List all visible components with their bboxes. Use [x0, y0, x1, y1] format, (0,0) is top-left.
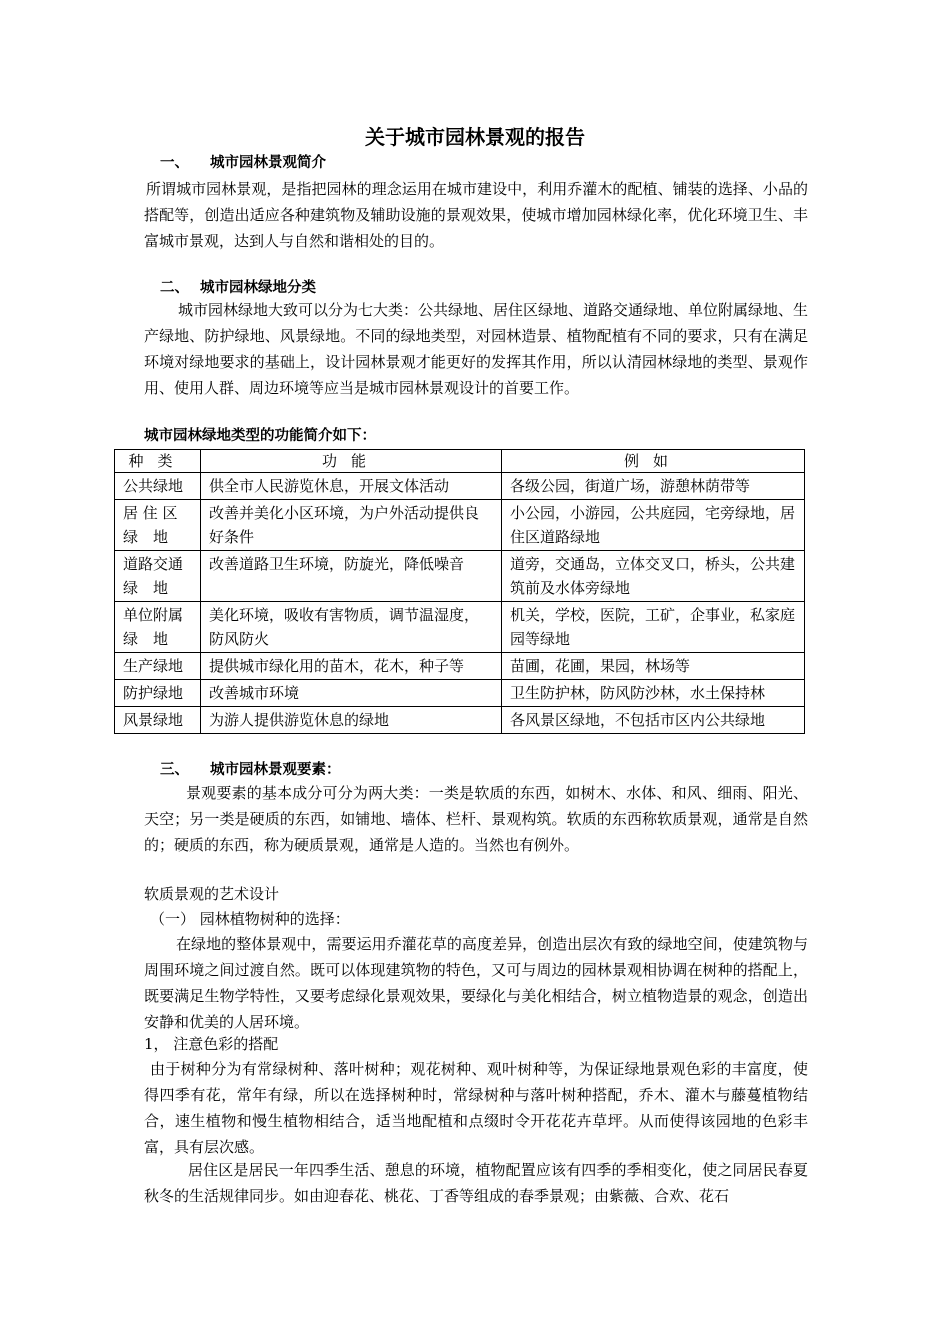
- table-cell-function: 为游人提供游览休息的绿地: [201, 707, 502, 734]
- table-cell-type: 生产绿地: [115, 653, 201, 680]
- soft-item-1: 1， 注意色彩的搭配: [144, 1035, 279, 1053]
- green-space-function-table: [114, 449, 805, 734]
- table-cell-examples: 卫生防护林，防风防沙林，水土保持林: [502, 680, 805, 707]
- soft-paragraph-3: 居住区是居民一年四季生活、憩息的环境，植物配置应该有四季的季相变化，使之同居民春夏秋冬的生活规律同步。如由迎春花、桃花、丁香等组成的春季景观；由紫薇、合欢、花石: [144, 1161, 808, 1205]
- section-2-number: 二、: [160, 280, 189, 296]
- table-cell-examples: 小公园，小游园，公共庭园，宅旁绿地，居住区道路绿地: [502, 500, 805, 551]
- section-1-heading: [160, 153, 326, 173]
- table-row: [115, 500, 805, 551]
- section-3-paragraph: 景观要素的基本成分可分为两大类：一类是软质的东西，如树木、水体、和风、细雨、阳光、天空；另一类是硬质的东西，如铺地、墙体、栏杆、景观构筑。软质的东西称软质景观，通常是自然的；硬质的东西，称为硬质景观，通常是人造的。当然也有例外。: [144, 784, 808, 854]
- table-row: [115, 707, 805, 734]
- table-cell-type: 防护绿地: [115, 680, 201, 707]
- table-header-type: 种类: [115, 450, 201, 473]
- section-1-number: 一、: [160, 155, 189, 171]
- section-2-title: 城市园林绿地分类: [200, 280, 316, 296]
- table-cell-function: 美化环境，吸收有害物质，调节温湿度，防风防火: [201, 602, 502, 653]
- soft-paragraph-1: 在绿地的整体景观中，需要运用乔灌花草的高度差异，创造出层次有致的绿地空间，使建筑物与周围环境之间过渡自然。既可以体现建筑物的特色，又可与周边的园林景观相协调在树种的搭配上，既要满足生物学特性，又要考虑绿化景观效果，要绿化与美化相结合，树立植物造景的观念，创造出安静和优美的人居环境。: [144, 935, 808, 1031]
- table-cell-examples: 各风景区绿地，不包括市区内公共绿地: [502, 707, 805, 734]
- section-1-paragraph: 所谓城市园林景观，是指把园林的理念运用在城市建设中，利用乔灌木的配植、铺装的选择、小品的搭配等，创造出适应各种建筑物及辅助设施的景观效果，使城市增加园林绿化率，优化环境卫生、丰富城市景观，达到人与自然和谐相处的目的。: [144, 180, 808, 250]
- table-caption: 城市园林绿地类型的功能简介如下：: [144, 428, 376, 444]
- section-2-heading: [160, 278, 316, 298]
- table-cell-type: 单位附属 绿 地: [115, 602, 201, 653]
- table-cell-examples: 各级公园，街道广场，游憩林荫带等: [502, 473, 805, 500]
- table-row: [115, 680, 805, 707]
- table-cell-function: 改善城市环境: [201, 680, 502, 707]
- page-title: 关于城市园林景观的报告: [365, 125, 585, 149]
- table-cell-examples: 道旁，交通岛，立体交叉口，桥头，公共建筑前及水体旁绿地: [502, 551, 805, 602]
- table-row: [115, 473, 805, 500]
- section-3-title: 城市园林景观要素：: [210, 762, 341, 778]
- table-cell-examples: 苗圃，花圃，果园，林场等: [502, 653, 805, 680]
- table-row: [115, 551, 805, 602]
- table-cell-function: 提供城市绿化用的苗木，花木，种子等: [201, 653, 502, 680]
- table-cell-function: 改善道路卫生环境，防旋光，降低噪音: [201, 551, 502, 602]
- section-3-number: 三、: [160, 762, 189, 778]
- table-cell-function: 改善并美化小区环境，为户外活动提供良好条件: [201, 500, 502, 551]
- section-3-heading: [160, 760, 341, 780]
- table-cell-type: 风景绿地: [115, 707, 201, 734]
- soft-landscape-heading: 软质景观的艺术设计: [144, 885, 280, 903]
- table-cell-examples: 机关，学校，医院，工矿，企事业，私家庭园等绿地: [502, 602, 805, 653]
- table-header-examples: 例如: [502, 450, 805, 473]
- soft-subheading-1: （一） 园林植物树种的选择：: [150, 910, 350, 928]
- table-row: [115, 653, 805, 680]
- table-row: [115, 602, 805, 653]
- table-header-row: [115, 450, 805, 473]
- table-cell-type: 公共绿地: [115, 473, 201, 500]
- soft-paragraph-2: 由于树种分为有常绿树种、落叶树种；观花树种、观叶树种等，为保证绿地景观色彩的丰富度，使得四季有花，常年有绿，所以在选择树种时，常绿树种与落叶树种搭配，乔木、灌木与藤蔓植物结合，速生植物和慢生植物相结合，适当地配植和点缀时令开花花卉草坪。从而使得该园地的色彩丰富，具有层次感。: [144, 1060, 808, 1156]
- table-cell-type: 道路交通 绿 地: [115, 551, 201, 602]
- section-2-paragraph: 城市园林绿地大致可以分为七大类：公共绿地、居住区绿地、道路交通绿地、单位附属绿地、生产绿地、防护绿地、风景绿地。不同的绿地类型，对园林造景、植物配植有不同的要求，只有在满足环境对绿地要求的基础上，设计园林景观才能更好的发挥其作用，所以认清园林绿地的类型、景观作用、使用人群、周边环境等应当是城市园林景观设计的首要工作。: [144, 301, 809, 397]
- table-cell-type: 居 住 区 绿 地: [115, 500, 201, 551]
- section-1-title: 城市园林景观简介: [210, 155, 326, 171]
- table-header-function: 功能: [201, 450, 502, 473]
- table-cell-function: 供全市人民游览休息，开展文体活动: [201, 473, 502, 500]
